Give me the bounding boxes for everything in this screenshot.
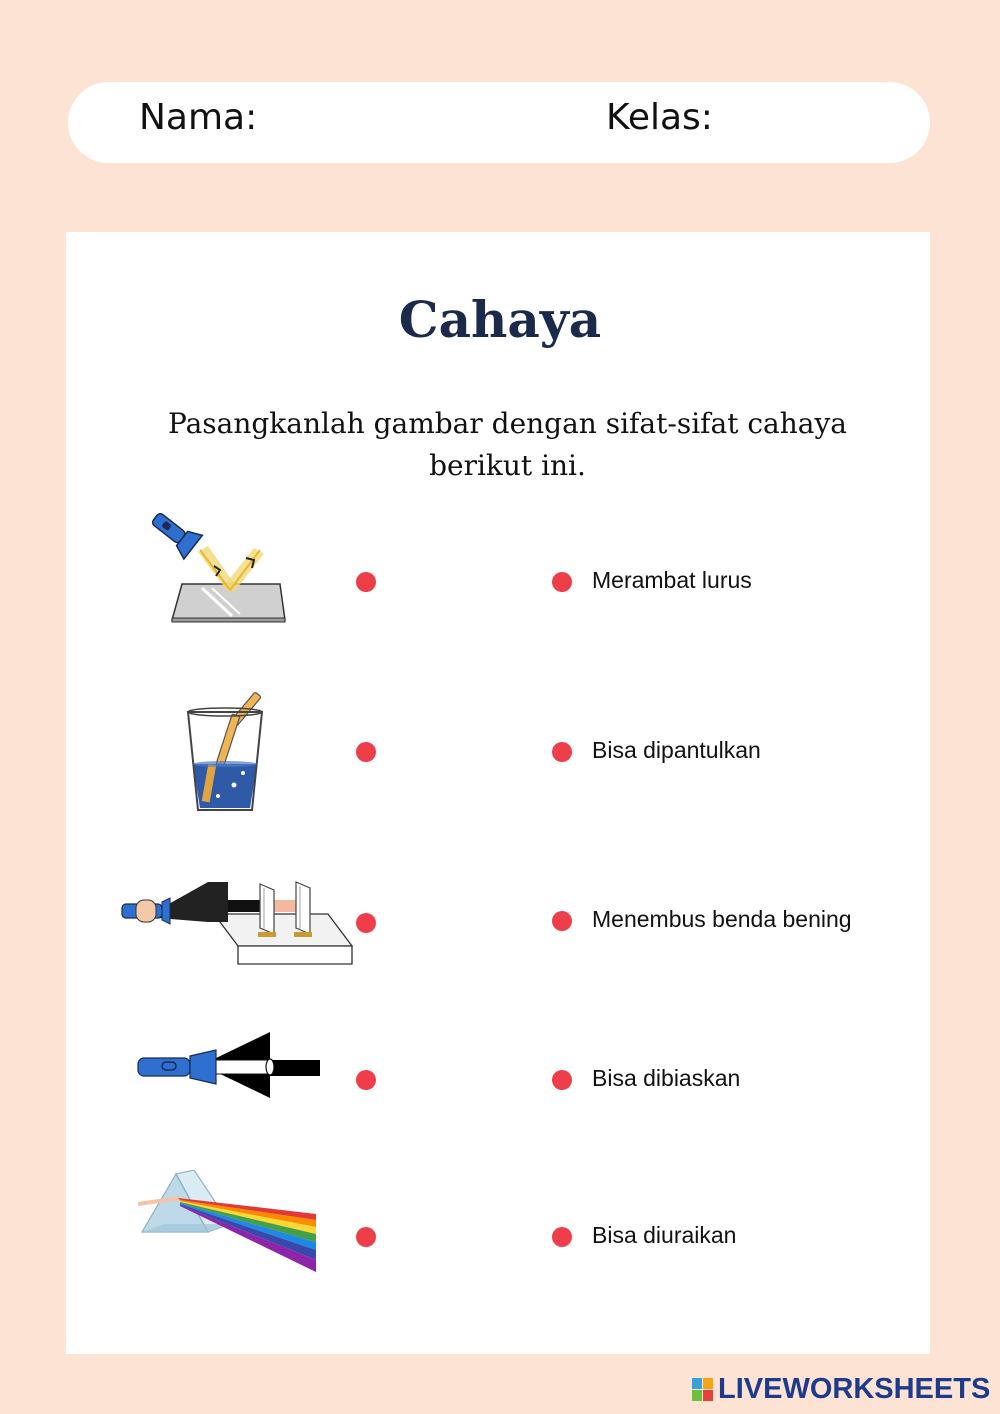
picture-1-match-dot[interactable] — [356, 572, 376, 592]
liveworksheets-brand — [690, 1372, 990, 1408]
flashlight-through-slits-icon — [118, 874, 354, 968]
class-label: Kelas: — [606, 97, 713, 138]
name-label: Nama: — [139, 97, 258, 138]
property-3-match-dot[interactable] — [552, 911, 572, 931]
prism-rainbow-icon — [138, 1170, 322, 1278]
property-label-3: Menembus benda bening — [592, 906, 852, 932]
straw-in-water-glass-icon — [180, 688, 276, 814]
picture-3-match-dot[interactable] — [356, 913, 376, 933]
picture-4-match-dot[interactable] — [356, 1070, 376, 1090]
brand-text: LIVEWORKSHEETS — [718, 1373, 991, 1405]
property-5-match-dot[interactable] — [552, 1227, 572, 1247]
flashlight-blocked-beam-icon — [136, 1030, 324, 1100]
flashlight-reflection-icon — [140, 508, 300, 628]
property-label-1: Merambat lurus — [592, 567, 752, 593]
worksheet-title: Cahaya — [398, 290, 602, 349]
property-label-4: Bisa dibiaskan — [592, 1065, 741, 1091]
property-2-match-dot[interactable] — [552, 742, 572, 762]
liveworksheets-logo-icon — [692, 1378, 714, 1402]
property-1-match-dot[interactable] — [552, 572, 572, 592]
worksheet-instructions: Pasangkanlah gambar dengan sifat-sifat cahaya berikut ini. — [168, 407, 847, 482]
property-label-2: Bisa dipantulkan — [592, 737, 761, 763]
property-4-match-dot[interactable] — [552, 1070, 572, 1090]
picture-5-match-dot[interactable] — [356, 1227, 376, 1247]
picture-2-match-dot[interactable] — [356, 742, 376, 762]
property-label-5: Bisa diuraikan — [592, 1222, 737, 1248]
